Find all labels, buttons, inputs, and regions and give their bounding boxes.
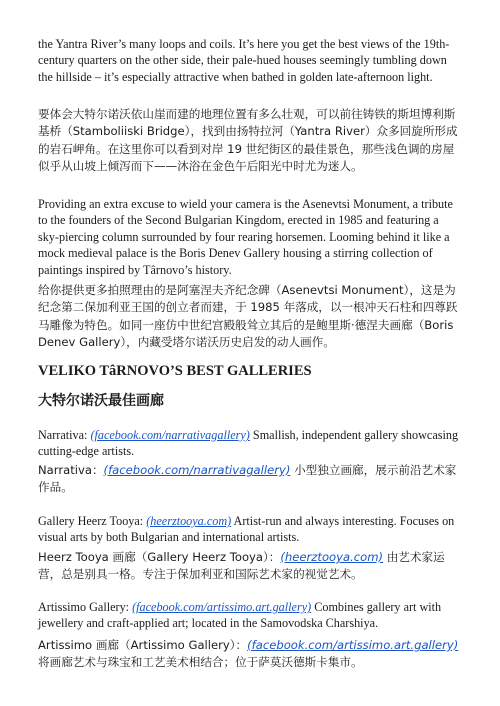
gallery-entry-chinese (38, 549, 462, 584)
paragraph-views-english: the Yantra River’s many loops and coils. It’s here you get the best views of the 19th-century quarters on the other side, their pale-hued houses seemingly tumbling down the hillside – it’s especially attractive when bathed in golden late-afternoon light. (38, 37, 450, 84)
gallery-description: 由艺术家运营，总是别具一格。专注于保加利亚和国际艺术家的视觉艺术。 (38, 550, 445, 582)
paragraph-views-chinese: 要体会大特尔诺沃依山崖而建的地理位置有多么壮观，可以前往铸铁的斯坦博利斯基桥（Stamboliiski Bridge），找到由扬特拉河（Yantra River）众多回旋所形成的岩石岬角。在这里你可以看到对岸 19 世纪街区的最佳景色，那些浅色调的房屋似乎从山坡上倾泻而下——沐浴在金色午后阳光中时尤为迷人。 (38, 107, 458, 174)
section-heading-english: VELIKO TâRNOVO’S BEST GALLERIES (38, 363, 312, 379)
gallery-name: Narrativa： (38, 463, 104, 477)
gallery-link[interactable]: (facebook.com/narrativagallery) (90, 428, 250, 442)
paragraph-monument-english: Providing an extra excuse to wield your camera is the Asenevtsi Monument, a tribute to the founders of the Second Bulgarian Kingdom, erected in 1985 and featuring a sky-piercing column surrounded by four rearing horsemen. Looming behind it like a mock medieval palace is the Boris Denev Gallery housing a stirring collection of paintings inspired by Târnovo’s history. (38, 197, 453, 277)
gallery-name: Artissimo 画廊（Artissimo Gallery）： (38, 638, 248, 652)
gallery-description: Artist-run and always interesting. Focuses on visual arts by both Bulgarian and international artists. (38, 514, 455, 545)
gallery-entry-english (38, 599, 462, 632)
gallery-name: Narrativa: (38, 428, 91, 442)
gallery-description: Smallish, independent gallery showcasing cutting-edge artists. (38, 428, 459, 459)
gallery-description: 将画廊艺术与珠宝和工艺美术相结合；位于萨莫沃德斯卡集市。 (38, 655, 363, 670)
gallery-link[interactable]: (facebook.com/narrativagallery) (103, 463, 291, 477)
gallery-entry-english (38, 427, 462, 460)
gallery-entry-chinese (38, 462, 462, 497)
gallery-name: Artissimo Gallery: (38, 600, 133, 614)
gallery-link[interactable]: (heerztooya.com) (146, 514, 232, 528)
gallery-description: Combines gallery art with jewellery and craft-applied art; located in the Samovodska Charshiya. (38, 600, 442, 631)
gallery-link[interactable]: (facebook.com/artissimo.art.gallery) (132, 600, 312, 614)
gallery-entry-english (38, 513, 462, 546)
gallery-entry-chinese (38, 637, 462, 672)
paragraph-monument-chinese: 给你提供更多拍照理由的是阿塞涅夫齐纪念碑（Asenevtsi Monument），这是为纪念第二保加利亚王国的创立者而建，于 1985 年落成，以一根冲天石柱和四尊跃马雕像为特色。如同一座仿中世纪宫殿般耸立其后的是鲍里斯·德涅夫画廊（Boris Denev Gallery），内藏受塔尔诺沃历史启发的动人画作。 (38, 283, 458, 350)
gallery-description: 小型独立画廊，展示前沿艺术家作品。 (38, 463, 457, 495)
section-heading-chinese: 大特尔诺沃最佳画廊 (38, 393, 164, 409)
gallery-link[interactable]: (facebook.com/artissimo.art.gallery) (247, 638, 459, 652)
gallery-name: Gallery Heerz Tooya: (38, 514, 147, 528)
gallery-link[interactable]: (heerztooya.com) (280, 550, 384, 564)
gallery-name: Heerz Tooya 画廊（Gallery Heerz Tooya）： (38, 550, 281, 564)
